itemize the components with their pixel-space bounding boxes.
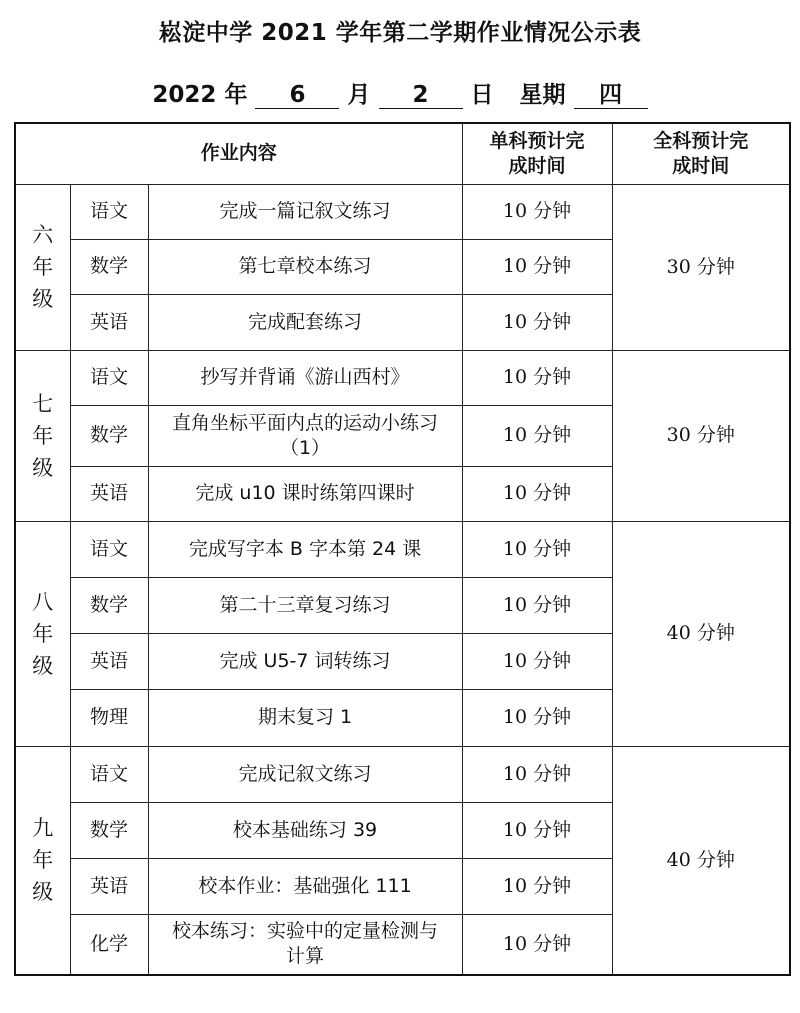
time-cell: 10 分钟 — [462, 466, 612, 521]
time-cell: 10 分钟 — [462, 914, 612, 975]
grade-8-total: 40 分钟 — [612, 521, 790, 746]
time-cell: 10 分钟 — [462, 633, 612, 689]
subject-cell: 语文 — [70, 350, 148, 405]
subject-cell: 英语 — [70, 858, 148, 914]
grade-7-total: 30 分钟 — [612, 350, 790, 521]
time-cell: 10 分钟 — [462, 239, 612, 294]
subject-cell: 数学 — [70, 577, 148, 633]
date-year: 2022 — [152, 82, 217, 108]
page-title: 崧淀中学 2021 学年第二学期作业情况公示表 — [158, 20, 642, 46]
content-cell: 校本练习：实验中的定量检测与计算 — [148, 914, 462, 975]
date-month-label: 月 — [347, 82, 371, 108]
table-row — [15, 350, 790, 405]
date-line — [0, 76, 800, 109]
grade-8-label: 八年级 — [15, 521, 70, 746]
grade-7-label: 七年级 — [15, 350, 70, 521]
table-row — [15, 521, 790, 577]
content-cell: 完成 U5-7 词转练习 — [148, 633, 462, 689]
table-row — [15, 746, 790, 802]
subject-cell: 语文 — [70, 746, 148, 802]
date-year-label: 年 — [224, 82, 248, 108]
table-row — [15, 184, 790, 239]
subject-cell: 语文 — [70, 521, 148, 577]
time-cell: 10 分钟 — [462, 350, 612, 405]
content-cell: 第二十三章复习练习 — [148, 577, 462, 633]
header-single-time: 单科预计完成时间 — [462, 123, 612, 184]
content-cell: 完成 u10 课时练第四课时 — [148, 466, 462, 521]
content-cell: 直角坐标平面内点的运动小练习（1） — [148, 405, 462, 466]
content-cell: 期末复习 1 — [148, 689, 462, 746]
content-cell: 完成写字本 B 字本第 24 课 — [148, 521, 462, 577]
time-cell: 10 分钟 — [462, 746, 612, 802]
content-cell: 第七章校本练习 — [148, 239, 462, 294]
header-content: 作业内容 — [15, 123, 462, 184]
time-cell: 10 分钟 — [462, 858, 612, 914]
time-cell: 10 分钟 — [462, 405, 612, 466]
table-header-row — [15, 123, 790, 184]
subject-cell: 英语 — [70, 294, 148, 350]
time-cell: 10 分钟 — [462, 521, 612, 577]
header-total-time: 全科预计完成时间 — [612, 123, 790, 184]
subject-cell: 物理 — [70, 689, 148, 746]
date-month: 6 — [255, 82, 339, 109]
content-cell: 完成记叙文练习 — [148, 746, 462, 802]
date-day: 2 — [379, 82, 463, 109]
grade-6-total: 30 分钟 — [612, 184, 790, 350]
date-weekday: 四 — [574, 82, 648, 109]
time-cell: 10 分钟 — [462, 577, 612, 633]
content-cell: 完成一篇记叙文练习 — [148, 184, 462, 239]
content-cell: 完成配套练习 — [148, 294, 462, 350]
date-weekday-label: 星期 — [519, 82, 566, 108]
time-cell: 10 分钟 — [462, 294, 612, 350]
homework-table — [14, 122, 791, 976]
grade-9-label: 九年级 — [15, 746, 70, 975]
time-cell: 10 分钟 — [462, 689, 612, 746]
time-cell: 10 分钟 — [462, 802, 612, 858]
subject-cell: 英语 — [70, 633, 148, 689]
content-cell: 校本基础练习 39 — [148, 802, 462, 858]
content-cell: 抄写并背诵《游山西村》 — [148, 350, 462, 405]
subject-cell: 数学 — [70, 239, 148, 294]
content-cell: 校本作业：基础强化 111 — [148, 858, 462, 914]
grade-6-label: 六年级 — [15, 184, 70, 350]
subject-cell: 语文 — [70, 184, 148, 239]
grade-9-total: 40 分钟 — [612, 746, 790, 975]
time-cell: 10 分钟 — [462, 184, 612, 239]
subject-cell: 数学 — [70, 802, 148, 858]
date-day-label: 日 — [470, 82, 494, 108]
subject-cell: 数学 — [70, 405, 148, 466]
subject-cell: 化学 — [70, 914, 148, 975]
subject-cell: 英语 — [70, 466, 148, 521]
